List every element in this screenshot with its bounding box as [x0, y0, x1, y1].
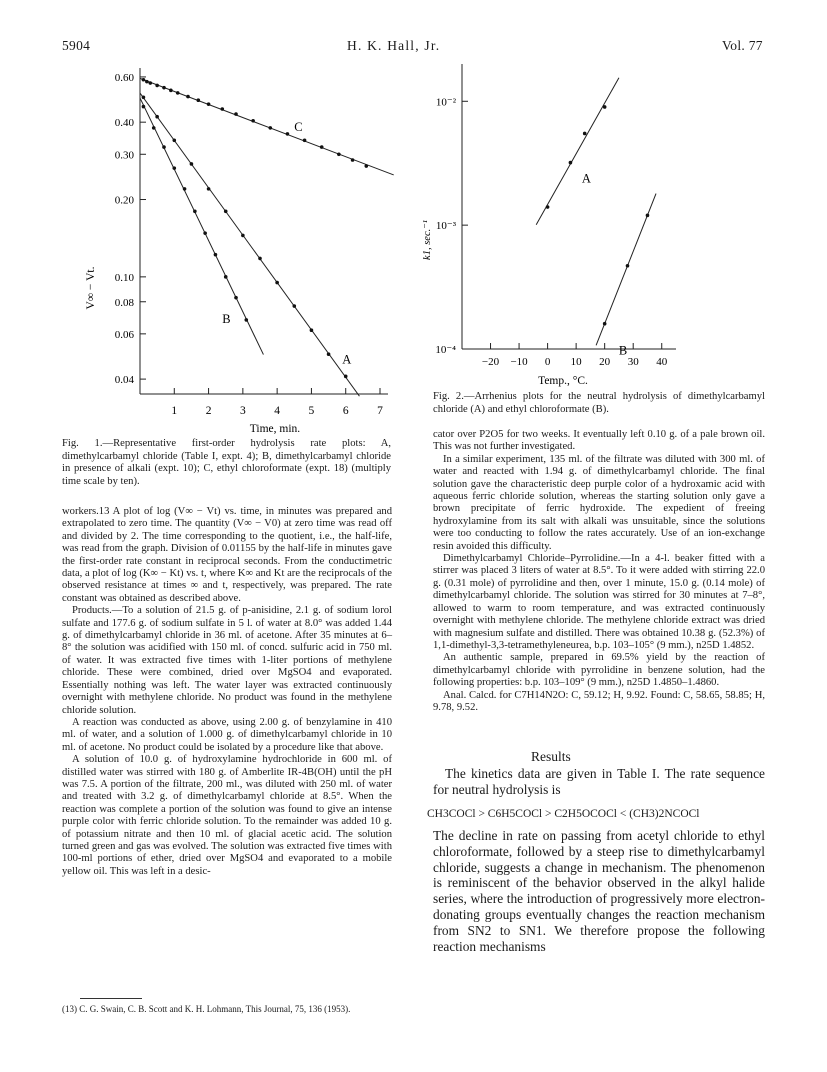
fig1-xtick-label: 1 — [171, 405, 178, 417]
fig1-point-C — [337, 152, 341, 156]
paragraph-pyrrolidine: Dimethylcarbamyl Chloride–Pyrrolidine.—In a 4-l. beaker fitted with a stirrer was placed 3 liters of water at 8.5°. To it were added with stirring 22.0 g. (0.31 mole) of pyrrolidine and then, over 1 minute, 15.0 g. (0.14 mole) of dimethylcarbamyl chloride. The solution was stirred for 30 minutes at 7–8°, allowed to warm to room temperature, and was extracted continuously overnight with methylene chloride. The methylene chloride extract was dried with magnesium sulfate and distilled. There was obtained 10.38 g. (52.3%) of 1,1-dimethyl-3,3-tetramethyleneurea, b.p. 103–105° (9 mm.), n25D 1.4852. — [433, 553, 765, 651]
fig1-point-A — [207, 187, 211, 191]
fig2-xtick-label: −20 — [481, 356, 500, 368]
fig1-xtick-label: 5 — [308, 405, 315, 417]
fig1-series-line-A — [140, 93, 359, 396]
fig1-ytick-label: 0.10 — [114, 271, 134, 284]
results-discussion: The decline in rate on passing from acetyl chloride to ethyl chloroformate, followed by a steep rise to dimethylcarbamyl chloride, suggests a change in mechanism. The phenomenon is reminiscent of the behavior observed in the alkyl halide series, where the introduction of progressively more electron-donating groups eventually changes the reaction mechanism from SN2 to SN1. We therefore propose the following reaction mechanisms — [433, 828, 765, 954]
fig1-point-C — [251, 119, 255, 123]
fig1-line-label-A: A — [342, 352, 352, 367]
fig1-point-C — [169, 89, 173, 93]
fig2-xtick-label: 40 — [656, 356, 668, 368]
paragraph-authentic-sample: An authentic sample, prepared in 69.5% yield by the reaction of dimethylcarbamyl chloride with pyrrolidine in benzene solution, had the following properties: b.p. 103–109° (9 mm.), n25D 1.4850–1.4860. — [433, 652, 765, 689]
fig1-point-C — [207, 102, 211, 106]
fig1-point-C — [162, 86, 166, 90]
fig2-point-A — [583, 132, 587, 136]
fig1-point-A — [241, 234, 245, 238]
left-column — [62, 506, 392, 878]
running-author: H. K. Hall, Jr. — [347, 38, 441, 53]
fig1-point-C — [234, 112, 238, 116]
fig1-point-A — [258, 257, 262, 261]
fig1-point-B — [214, 253, 218, 257]
fig1-point-B — [244, 318, 248, 322]
paragraph-similar-experiment: In a similar experiment, 135 ml. of the filtrate was diluted with 300 ml. of water and reacted with 1.94 g. of dimethylcarbamyl chloride. The final solution gave the characteristic deep purple color of a hydroxamic acid with aqueous ferric chloride solution, whereas the starting solution only gave a brown precipitate of ferric hydroxide. The expedient of freeing hydroxylamine from its salt with alkali was unsuitable, since the solutions were too conducting to follow the rates accurately. Use of an ion-exchange resin avoided this difficulty. — [433, 453, 765, 552]
fig2-xtick-label: 0 — [544, 356, 551, 368]
fig1-ytick-label: 0.60 — [114, 71, 134, 84]
paragraph-benzylamine: A reaction was conducted as above, using 2.00 g. of benzylamine in 410 ml. of water, and a solution of 1.000 g. of dimethylcarbamyl chloride in 10 ml. of acetone. No product could be isolated by a procedure like that above. — [62, 716, 392, 753]
fig1-ytick-label: 0.08 — [114, 296, 134, 309]
results-intro — [433, 766, 765, 798]
fig1-caption: Fig. 1.—Representative first-order hydrolysis rate plots: A, dimethylcarbamyl chloride (Table I, expt. 4); B, dimethylcarbamyl chloride in presence of alkali (expt. 10); C, ethyl chloroformate (expt. 18) (multiply time scale by ten). — [62, 438, 391, 487]
fig1-point-C — [196, 98, 200, 102]
fig1-point-C — [286, 132, 290, 136]
figure-1-plot — [60, 60, 410, 435]
fig1-point-B — [224, 275, 228, 279]
fig1-point-A — [155, 115, 159, 119]
fig2-line-label-B: B — [618, 343, 628, 358]
page-number: 5904 — [62, 38, 91, 53]
results-intro-text: The kinetics data are given in Table I. The rate sequence for neutral hydrolysis is — [433, 766, 765, 797]
fig2-ytick-label: 10⁻² — [435, 96, 456, 109]
fig1-point-C — [303, 139, 307, 143]
fig1-xlabel: Time, min. — [249, 423, 301, 435]
fig1-xtick-label: 6 — [342, 405, 349, 417]
results-discussion-block — [433, 828, 765, 954]
paragraph-desiccator: cator over P2O5 for two weeks. It eventually left 0.10 g. of a pale brown oil. This was not further investigated. — [433, 429, 765, 453]
fig2-xtick-label: 20 — [599, 356, 611, 368]
fig1-point-A — [327, 352, 331, 356]
fig1-point-A — [344, 375, 348, 379]
fig2-ylabel: k1, sec.⁻¹ — [422, 220, 433, 260]
fig1-point-C — [186, 95, 190, 99]
fig1-ytick-label: 0.40 — [114, 117, 134, 130]
fig1-point-C — [142, 78, 146, 82]
fig1-point-A — [142, 95, 146, 99]
fig1-point-C — [364, 164, 368, 168]
paragraph-hydroxylamine: A solution of 10.0 g. of hydroxylamine hydrochloride in 600 ml. of distilled water was stirred with 180 g. of Amberlite IR-4B(OH) until the pH was 7.5. A portion of the filtrate, 200 ml., was diluted with 250 ml. of water and treated with 3.2 g. of dimethylcarbamyl chloride at 8.5°. When the reaction was complete a portion of the solution was found to give an intense purple color with ferric chloride solution. To the remainder was added 10 g. of potassium nitrate and then 10 ml. of glacial acetic acid. The solution turned green and gas was evolved. The solution was extracted five times with 100-ml portions of ether, dried over MgSO4 and evaporated to a mobile yellow oil. This was left in a desic- — [62, 754, 392, 877]
fig1-point-B — [193, 209, 197, 213]
fig1-point-A — [224, 209, 228, 213]
figure-2-plot — [418, 60, 763, 390]
fig1-point-B — [203, 231, 207, 235]
paragraph-method: workers.13 A plot of log (V∞ − Vt) vs. time, in minutes was prepared and extrapolated to zero time. The quantity (V∞ − V0) at zero time was read off and divided by 2. The time corresponding to the quotient, i.e., the half-life, was read from the graph. Division of 0.01155 by the half-life in minutes gave the first-order rate constant in reciprocal seconds. From the conductimetric data, a plot of log (K∞ − Kt) vs. t, where K∞ and Kt are the reciprocals of the observed resistance at times ∞ and t, respectively, was prepared. The rate constant was obtained as described above. — [62, 506, 392, 604]
fig1-ytick-label: 0.04 — [114, 374, 134, 387]
fig2-point-B — [646, 214, 650, 218]
fig1-xtick-label: 4 — [274, 405, 281, 417]
fig2-xtick-label: −10 — [510, 356, 528, 368]
fig1-point-B — [152, 126, 156, 130]
fig1-point-C — [351, 158, 355, 162]
fig1-line-label-C: C — [294, 119, 303, 134]
fig1-point-C — [176, 91, 180, 95]
fig1-point-A — [190, 162, 194, 166]
fig1-point-C — [155, 84, 159, 88]
fig2-point-B — [626, 264, 630, 268]
fig1-point-B — [142, 105, 146, 109]
fig1-xtick-label: 2 — [205, 405, 212, 417]
footnote-rule — [80, 998, 142, 999]
fig2-point-A — [546, 205, 550, 209]
fig1-point-C — [268, 126, 272, 130]
fig1-ytick-label: 0.20 — [114, 194, 134, 207]
fig2-xtick-label: 10 — [570, 356, 582, 368]
footnote: (13) C. G. Swain, C. B. Scott and K. H. Lohmann, This Journal, 75, 136 (1953). — [62, 1004, 351, 1014]
fig2-xlabel: Temp., °C. — [538, 375, 588, 387]
fig2-point-A — [569, 161, 573, 165]
fig2-line-label-A: A — [581, 171, 591, 186]
paragraph-analysis: Anal. Calcd. for C7H14N2O: C, 59.12; H, 9.92. Found: C, 58.65, 58.85; H, 9.78, 9.52. — [433, 689, 765, 713]
fig1-point-B — [162, 145, 166, 149]
fig1-xtick-label: 3 — [239, 405, 246, 417]
fig1-point-C — [220, 107, 224, 111]
volume-label: Vol. 77 — [722, 38, 763, 53]
fig1-point-B — [234, 296, 238, 300]
fig2-point-B — [603, 322, 607, 326]
fig1-point-A — [310, 328, 314, 332]
fig1-point-C — [148, 81, 152, 85]
fig1-point-B — [183, 187, 187, 191]
fig1-ytick-label: 0.06 — [114, 328, 134, 341]
fig2-caption: Fig. 2.—Arrhenius plots for the neutral hydrolysis of dimethylcarbamyl chloride (A) and ethyl chloroformate (B). — [433, 391, 765, 415]
fig2-ytick-label: 10⁻⁴ — [435, 344, 456, 356]
right-column — [433, 429, 765, 714]
fig1-point-A — [275, 281, 279, 285]
fig1-ytick-label: 0.30 — [114, 149, 134, 162]
fig1-point-C — [320, 145, 324, 149]
fig1-line-label-B: B — [222, 312, 231, 327]
fig1-point-B — [172, 166, 176, 170]
fig2-point-A — [603, 105, 607, 109]
fig1-ylabel: V∞ − Vt. — [85, 266, 97, 310]
fig2-ytick-label: 10⁻³ — [435, 220, 456, 233]
paragraph-products: Products.—To a solution of 21.5 g. of p-anisidine, 2.1 g. of sodium lorol sulfate and 177.6 g. of sodium sulfate in 5 l. of water at 8.0° was added 1.44 g. of dimethylcarbamyl chloride in 36 ml. of acetone. After 35 minutes at 6–8° the solution was acidified with 150 ml. of concd. sulfuric acid in 750 ml. of water. It was extracted five times with 1-liter portions of methylene chloride. These were combined, dried over MgSO4 and evaporated. Essentially nothing was left. The water layer was extracted continuously overnight with methylene chloride. No product was found in the methylene chloride solution. — [62, 605, 392, 716]
fig2-xtick-label: 30 — [627, 356, 639, 368]
fig1-xtick-label: 7 — [377, 405, 383, 417]
fig1-point-A — [172, 139, 176, 143]
fig2-series-line-A — [536, 78, 619, 225]
fig1-point-C — [145, 80, 149, 84]
fig1-point-A — [292, 304, 296, 308]
rate-sequence: CH3COCl > C6H5COCl > C2H5OCOCl < (CH3)2NCOCl — [427, 808, 700, 820]
fig1-series-line-B — [140, 98, 263, 355]
results-heading: Results — [531, 749, 571, 764]
